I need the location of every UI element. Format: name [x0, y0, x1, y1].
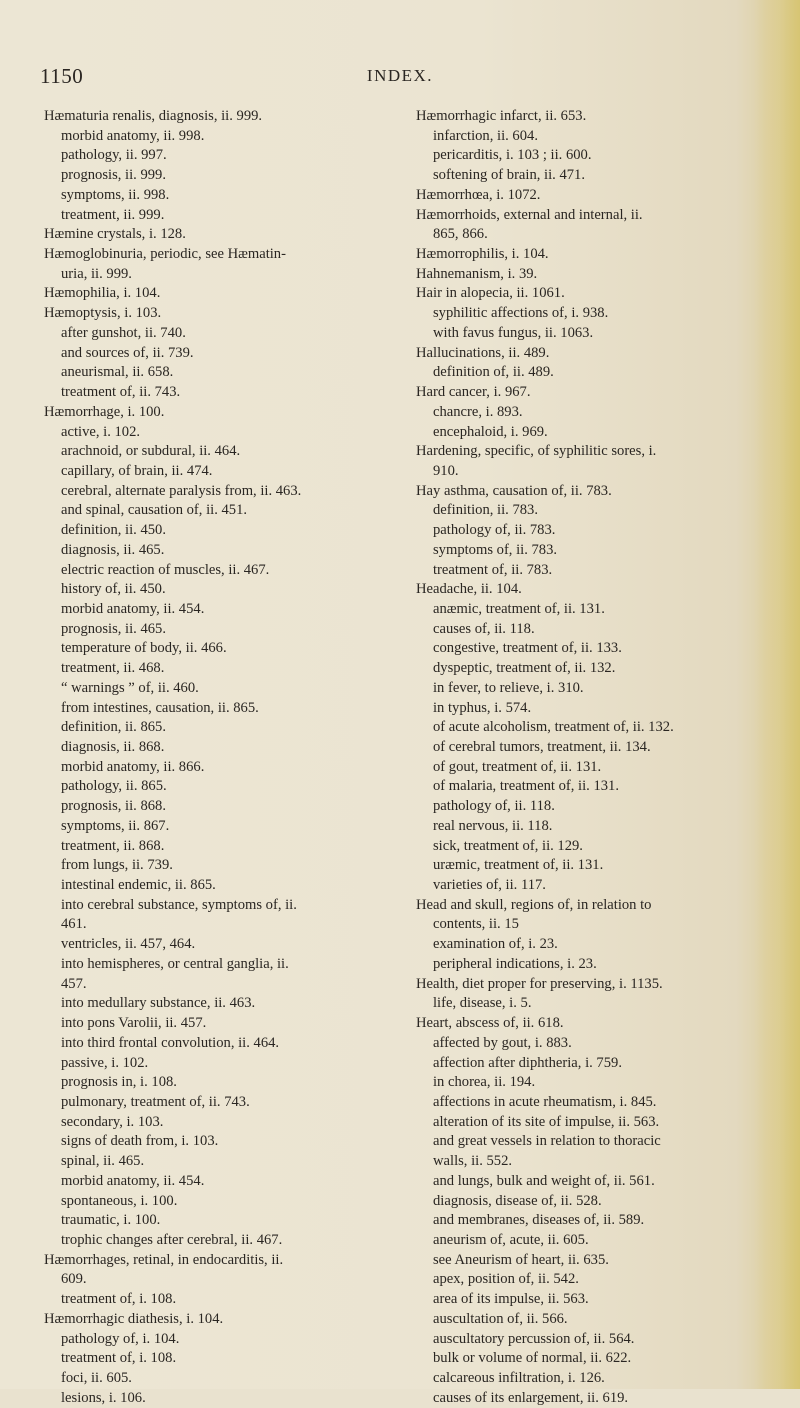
index-subentry: auscultation of, ii. 566. [433, 1310, 568, 1327]
index-entry: Headache, ii. 104. [416, 581, 522, 598]
index-subentry: symptoms of, ii. 783. [433, 541, 558, 558]
index-entry: Hallucinations, ii. 489. [416, 344, 550, 361]
index-subentry: chancre, i. 893. [433, 403, 523, 420]
index-subentry: of acute alcoholism, treatment of, ii. 132. [433, 719, 674, 736]
index-entry: Hæmorrophilis, i. 104. [416, 246, 549, 263]
index-continuation: 910. [433, 462, 459, 479]
index-subentry: affections in acute rheumatism, i. 845. [433, 1093, 657, 1110]
index-subentry: alteration of its site of impulse, ii. 563. [433, 1113, 660, 1130]
index-entry: Hæmine crystals, i. 128. [44, 226, 186, 243]
index-subentry: pathology of, i. 104. [61, 1330, 180, 1347]
index-subentry: examination of, i. 23. [433, 936, 558, 953]
index-entry: Hæmorrhagic diathesis, i. 104. [44, 1310, 224, 1327]
index-subentry: see Aneurism of heart, ii. 635. [433, 1251, 609, 1268]
index-continuation: 609. [61, 1271, 87, 1288]
index-subentry: and great vessels in relation to thoracic [433, 1133, 661, 1150]
index-entry: Hæmophilia, i. 104. [44, 285, 161, 302]
index-subentry: causes of its enlargement, ii. 619. [433, 1389, 629, 1406]
index-subentry: area of its impulse, ii. 563. [433, 1291, 589, 1308]
index-entry: Hahnemanism, i. 39. [416, 265, 538, 282]
index-subentry: definition, ii. 450. [61, 522, 166, 539]
index-entry: Heart, abscess of, ii. 618. [416, 1015, 564, 1032]
index-subentry: and spinal, causation of, ii. 451. [61, 502, 248, 519]
index-subentry: softening of brain, ii. 471. [433, 167, 585, 184]
index-subentry: life, disease, i. 5. [433, 995, 532, 1012]
index-subentry: peripheral indications, i. 23. [433, 955, 597, 972]
index-subentry: cerebral, alternate paralysis from, ii. 463. [61, 482, 302, 499]
index-subentry: trophic changes after cerebral, ii. 467. [61, 1231, 283, 1248]
index-subentry: treatment of, ii. 783. [433, 561, 553, 578]
index-subentry: and sources of, ii. 739. [61, 344, 194, 361]
index-subentry: pathology of, ii. 118. [433, 798, 555, 815]
index-subentry: encephaloid, i. 969. [433, 423, 548, 440]
index-subentry: aneurismal, ii. 658. [61, 364, 174, 381]
index-subentry: definition, ii. 865. [61, 719, 166, 736]
index-column-left [44, 107, 384, 1408]
index-entry: Hæmoptysis, i. 103. [44, 305, 162, 322]
index-subentry: with favus fungus, ii. 1063. [433, 324, 594, 341]
index-subentry: lesions, i. 106. [61, 1389, 146, 1406]
index-subentry: syphilitic affections of, i. 938. [433, 305, 609, 322]
index-subentry: bulk or volume of normal, ii. 622. [433, 1350, 632, 1367]
index-subentry: into hemispheres, or central ganglia, ii. [61, 955, 289, 972]
index-subentry: pathology, ii. 865. [61, 778, 167, 795]
index-subentry: spontaneous, i. 100. [61, 1192, 178, 1209]
index-subentry: affected by gout, i. 883. [433, 1034, 572, 1051]
index-subentry: and lungs, bulk and weight of, ii. 561. [433, 1172, 655, 1189]
index-subentry: intestinal endemic, ii. 865. [61, 877, 216, 894]
index-subentry: pulmonary, treatment of, ii. 743. [61, 1093, 250, 1110]
index-subentry: ventricles, ii. 457, 464. [61, 936, 196, 953]
index-subentry: affection after diphtheria, i. 759. [433, 1054, 622, 1071]
index-subentry: of gout, treatment of, ii. 131. [433, 758, 602, 775]
index-entry: Hæmoglobinuria, periodic, see Hæmatin- [44, 246, 286, 263]
index-entry: Hæmorrhœa, i. 1072. [416, 186, 541, 203]
index-subentry: infarction, ii. 604. [433, 127, 538, 144]
index-entry: Hay asthma, causation of, ii. 783. [416, 482, 612, 499]
index-subentry: capillary, of brain, ii. 474. [61, 462, 213, 479]
index-subentry: uræmic, treatment of, ii. 131. [433, 857, 604, 874]
index-subentry: pericarditis, i. 103 ; ii. 600. [433, 147, 592, 164]
index-subentry: and membranes, diseases of, ii. 589. [433, 1212, 645, 1229]
index-subentry: definition, ii. 783. [433, 502, 538, 519]
index-subentry: causes of, ii. 118. [433, 620, 535, 637]
index-subentry: into medullary substance, ii. 463. [61, 995, 256, 1012]
index-entry: Head and skull, regions of, in relation to [416, 896, 652, 913]
page-header [0, 64, 800, 94]
index-entry: Health, diet proper for preserving, i. 1135. [416, 975, 663, 992]
index-subentry: aneurism of, acute, ii. 605. [433, 1231, 589, 1248]
index-subentry: after gunshot, ii. 740. [61, 324, 186, 341]
index-subentry: treatment of, i. 108. [61, 1291, 177, 1308]
index-subentry: into pons Varolii, ii. 457. [61, 1015, 207, 1032]
index-subentry: real nervous, ii. 118. [433, 817, 553, 834]
index-subentry: definition of, ii. 489. [433, 364, 554, 381]
index-subentry: symptoms, ii. 998. [61, 186, 170, 203]
index-subentry: morbid anatomy, ii. 998. [61, 127, 205, 144]
index-subentry: prognosis, ii. 999. [61, 167, 166, 184]
index-subentry: secondary, i. 103. [61, 1113, 164, 1130]
index-entry: Hæmorrhages, retinal, in endocarditis, ii. [44, 1251, 284, 1268]
index-subentry: active, i. 102. [61, 423, 141, 440]
index-subentry: treatment, ii. 468. [61, 660, 165, 677]
index-subentry: signs of death from, i. 103. [61, 1133, 219, 1150]
index-subentry: auscultatory percussion of, ii. 564. [433, 1330, 635, 1347]
index-subentry: from lungs, ii. 739. [61, 857, 173, 874]
index-subentry: diagnosis, ii. 465. [61, 541, 165, 558]
index-subentry: pathology of, ii. 783. [433, 522, 556, 539]
index-subentry: arachnoid, or subdural, ii. 464. [61, 443, 241, 460]
index-subentry: from intestines, causation, ii. 865. [61, 699, 259, 716]
index-subentry: anæmic, treatment of, ii. 131. [433, 600, 605, 617]
index-subentry: “ warnings ” of, ii. 460. [61, 679, 199, 696]
index-subentry: of malaria, treatment of, ii. 131. [433, 778, 620, 795]
index-subentry: apex, position of, ii. 542. [433, 1271, 579, 1288]
index-entry: Hard cancer, i. 967. [416, 384, 531, 401]
index-entry: Hæmorrhoids, external and internal, ii. [416, 206, 643, 223]
index-entry: Hæmorrhage, i. 100. [44, 403, 165, 420]
index-subentry: prognosis, ii. 465. [61, 620, 166, 637]
index-entry: Hair in alopecia, ii. 1061. [416, 285, 565, 302]
index-subentry: temperature of body, ii. 466. [61, 640, 227, 657]
index-subentry: morbid anatomy, ii. 866. [61, 758, 205, 775]
index-subentry: spinal, ii. 465. [61, 1153, 145, 1170]
index-subentry: treatment of, i. 108. [61, 1350, 177, 1367]
index-subentry: congestive, treatment of, ii. 133. [433, 640, 622, 657]
index-subentry: dyspeptic, treatment of, ii. 132. [433, 660, 616, 677]
index-entry: Hæmorrhagic infarct, ii. 653. [416, 108, 587, 124]
index-continuation: 457. [61, 975, 87, 992]
index-subentry: in fever, to relieve, i. 310. [433, 679, 584, 696]
index-subentry: into third frontal convolution, ii. 464. [61, 1034, 280, 1051]
index-continuation: walls, ii. 552. [433, 1153, 513, 1170]
page-number: 1150 [40, 64, 84, 88]
index-subentry: foci, ii. 605. [61, 1370, 132, 1386]
index-subentry: into cerebral substance, symptoms of, ii. [61, 896, 297, 913]
index-subentry: diagnosis, ii. 868. [61, 739, 165, 755]
index-subentry: pathology, ii. 997. [61, 147, 167, 164]
running-head: INDEX. [366, 66, 434, 85]
index-continuation: contents, ii. 15 [433, 916, 519, 933]
index-subentry: morbid anatomy, ii. 454. [61, 1172, 205, 1189]
index-continuation: 461. [61, 916, 87, 933]
index-subentry: treatment, ii. 999. [61, 206, 165, 223]
index-subentry: history of, ii. 450. [61, 581, 166, 598]
index-continuation: 865, 866. [433, 226, 488, 243]
index-subentry: varieties of, ii. 117. [433, 877, 546, 894]
index-subentry: symptoms, ii. 867. [61, 817, 170, 834]
index-subentry: sick, treatment of, ii. 129. [433, 837, 583, 854]
index-subentry: of cerebral tumors, treatment, ii. 134. [433, 739, 651, 755]
page-edge-discoloration [754, 0, 800, 1389]
index-subentry: electric reaction of muscles, ii. 467. [61, 561, 270, 578]
index-subentry: prognosis, ii. 868. [61, 798, 166, 815]
index-subentry: in typhus, i. 574. [433, 699, 532, 716]
index-subentry: traumatic, i. 100. [61, 1212, 161, 1229]
index-entry: Hæmaturia renalis, diagnosis, ii. 999. [44, 108, 263, 124]
index-subentry: treatment of, ii. 743. [61, 384, 181, 401]
index-continuation: uria, ii. 999. [61, 265, 132, 282]
index-subentry: prognosis in, i. 108. [61, 1074, 177, 1091]
index-column-right [416, 107, 758, 1408]
index-entry: Hardening, specific, of syphilitic sores, i. [416, 443, 657, 460]
index-subentry: morbid anatomy, ii. 454. [61, 600, 205, 617]
index-subentry: passive, i. 102. [61, 1054, 149, 1071]
index-subentry: diagnosis, disease of, ii. 528. [433, 1192, 602, 1209]
index-subentry: calcareous infiltration, i. 126. [433, 1370, 605, 1386]
index-subentry: treatment, ii. 868. [61, 837, 165, 854]
index-subentry: in chorea, ii. 194. [433, 1074, 536, 1091]
